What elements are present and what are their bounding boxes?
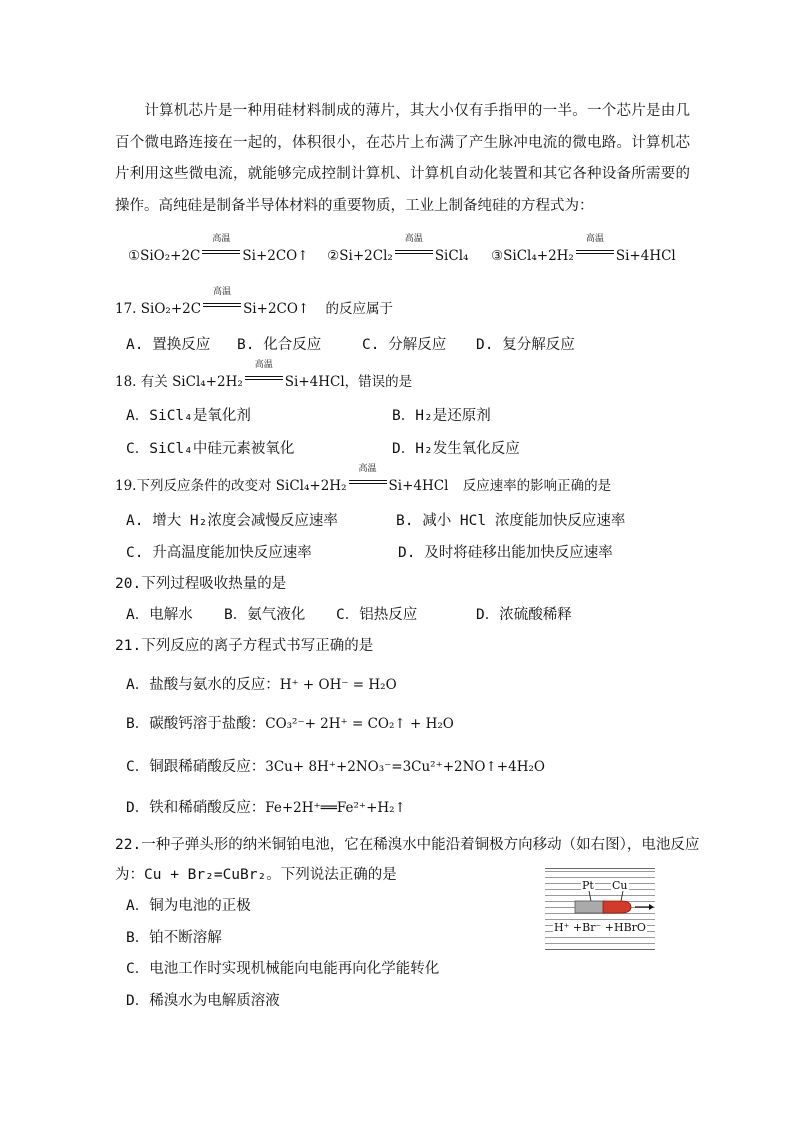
q21-option-d[interactable]: [126, 796, 406, 817]
q19-eq-left: SiCl₄+2H₂: [275, 478, 347, 494]
eq2-right: SiCl₄: [434, 248, 469, 264]
condition-high-temp: 高温: [203, 299, 241, 313]
q19-prefix: 19.下列反应条件的改变对: [115, 478, 272, 494]
q20-option-a[interactable]: A．电解水: [126, 607, 193, 623]
q21-a-label: A．盐酸与氨水的反应：: [126, 677, 280, 693]
q18-option-d[interactable]: D．H₂发生氧化反应: [392, 441, 520, 457]
condition-high-temp: 高温: [576, 246, 614, 260]
q18-prefix: 18. 有关: [115, 374, 168, 390]
q20-option-b[interactable]: B．氨气液化: [224, 607, 306, 623]
q17-stem-tail: 的反应属于: [325, 301, 394, 317]
q19-option-b[interactable]: B. 减小 HCl 浓度能加快反应速率: [396, 513, 626, 529]
q21-a-equation: H⁺ + OH⁻ = H₂O: [279, 677, 397, 693]
q17-eq-left: SiO₂+2C: [140, 301, 202, 317]
q17-option-d[interactable]: D. 复分解反应: [476, 337, 575, 353]
q19-tail: 反应速率的影响正确的是: [462, 478, 612, 494]
q18-eq-right: Si+4HCl: [284, 374, 345, 390]
q17-option-b[interactable]: B. 化合反应: [237, 337, 322, 353]
q21-stem: 21.下列反应的离子方程式书写正确的是: [115, 638, 374, 654]
battery-figure: [545, 868, 655, 950]
q19-option-c[interactable]: C. 升高温度能加快反应速率: [126, 545, 312, 561]
q20-option-d[interactable]: D．浓硫酸稀释: [476, 607, 572, 623]
eq1-left: ①SiO₂+2C: [128, 248, 201, 264]
q17-number: 17.: [115, 301, 137, 317]
q19-option-d[interactable]: D. 及时将硅移出能加快反应速率: [398, 545, 613, 561]
q22-option-a[interactable]: A．铜为电池的正极: [126, 898, 251, 914]
q18-tail: ，错误的是: [344, 374, 413, 390]
q21-c-label: C．铜跟稀硝酸反应：: [126, 759, 266, 775]
intro-paragraph: [115, 96, 690, 222]
eq3-right: Si+4HCl: [615, 248, 676, 264]
eq1-right: Si+2CO↑: [242, 248, 309, 264]
q18-stem: [115, 360, 413, 390]
condition-high-temp: 高温: [202, 246, 240, 260]
battery-drawing: [545, 869, 655, 949]
equations-line: [128, 234, 676, 264]
intro-text: 计算机芯片是一种用硅材料制成的薄片，其大小仅有手指甲的一半。一个芯片是由几百个微电路连接在一起的，体积很小，在芯片上布满了产生脉冲电流的微电路。计算机芯片利用这些微电流，就能够完成控制计算机、计算机自动化装置和其它各种设备所需要的操作。高纯硅是制备半导体材料的重要物质，工业上制备纯硅的方程式为：: [115, 103, 690, 214]
q22-stem-line1: 22.一种子弹头形的纳米铜铂电池，它在稀溴水中能沿着铜极方向移动（如右图），电池反应: [115, 837, 700, 853]
q21-b-equation: CO₃²⁻+ 2H⁺ = CO₂↑ + H₂O: [265, 716, 454, 732]
q17-option-c[interactable]: C. 分解反应: [362, 337, 447, 353]
q20-stem: 20.下列过程吸收热量的是: [115, 576, 287, 592]
eq3-left: ③SiCl₄+2H₂: [491, 248, 574, 264]
q22-stem-line2: 为：Cu + Br₂=CuBr₂。下列说法正确的是: [115, 867, 397, 883]
q21-d-equation: Fe+2H⁺══Fe²⁺+H₂↑: [265, 800, 406, 816]
q21-b-label: B．碳酸钙溶于盐酸：: [126, 716, 266, 732]
q19-eq-right: Si+4HCl: [388, 478, 449, 494]
figure-label-cu: Cu: [612, 879, 628, 892]
figure-ions-label: H⁺ +Br⁻ +HBrO: [554, 921, 646, 934]
condition-high-temp: 高温: [349, 476, 387, 490]
q18-option-a[interactable]: A．SiCl₄是氧化剂: [126, 408, 251, 424]
q19-option-a[interactable]: A. 增大 H₂浓度会减慢反应速率: [126, 513, 338, 529]
q22-option-b[interactable]: B．铂不断溶解: [126, 930, 222, 946]
q17-stem: [115, 287, 394, 317]
q21-c-equation: 3Cu+ 8H⁺+2NO₃⁻=3Cu²⁺+2NO↑+4H₂O: [265, 759, 545, 775]
q20-option-c[interactable]: C．铝热反应: [336, 607, 418, 623]
eq2-left: ②Si+2Cl₂: [327, 248, 393, 264]
q21-option-b[interactable]: [126, 712, 454, 733]
q18-eq-left: SiCl₄+2H₂: [172, 374, 243, 390]
q17-eq-right: Si+2CO↑: [243, 301, 310, 317]
q18-option-c[interactable]: C．SiCl₄中硅元素被氧化: [126, 441, 295, 457]
q22-option-c[interactable]: C．电池工作时实现机械能向电能再向化学能转化: [126, 961, 440, 977]
condition-high-temp: 高温: [395, 246, 433, 260]
condition-high-temp: 高温: [245, 372, 283, 386]
q19-stem: [115, 464, 612, 494]
q21-option-a[interactable]: [126, 673, 397, 694]
q17-option-a[interactable]: A. 置换反应: [126, 337, 211, 353]
q18-option-b[interactable]: B．H₂是还原剂: [392, 408, 491, 424]
figure-label-pt: Pt: [582, 879, 594, 892]
q21-option-c[interactable]: [126, 755, 545, 776]
q21-d-label: D．铁和稀硝酸反应：: [126, 800, 266, 816]
q22-option-d[interactable]: D．稀溴水为电解质溶液: [126, 993, 280, 1009]
